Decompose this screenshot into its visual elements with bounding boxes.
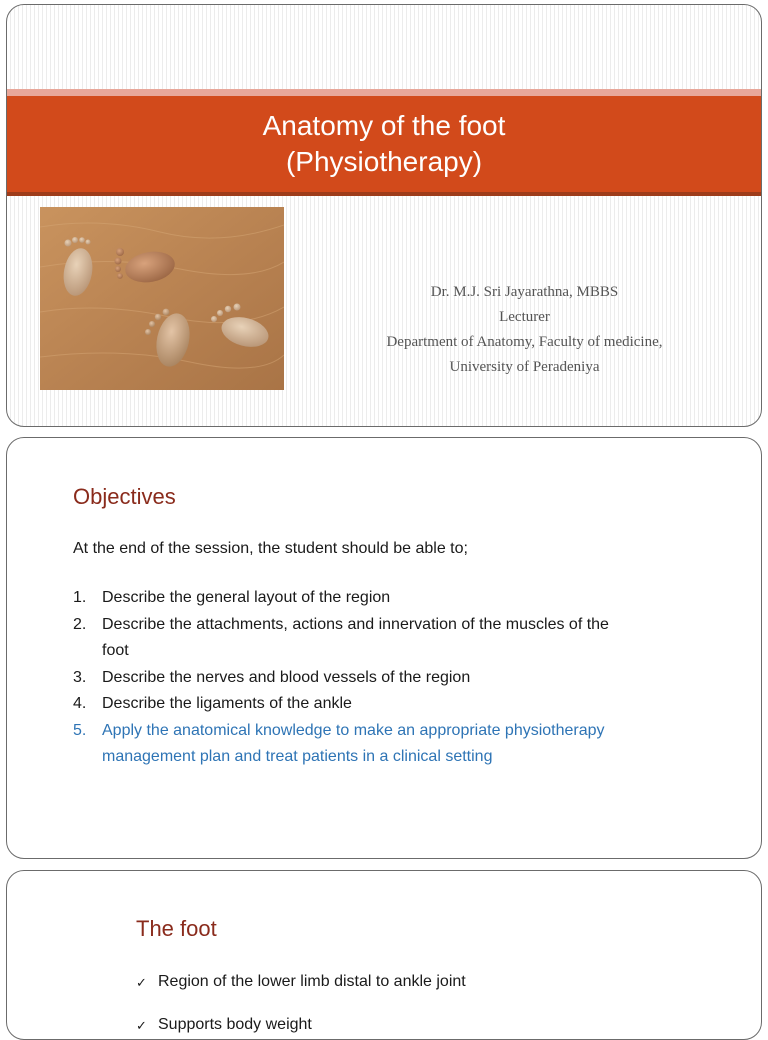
list-item: [73, 638, 693, 665]
title-band-accent: [7, 89, 761, 96]
author-block: [347, 280, 702, 380]
author-position: Lecturer: [499, 309, 550, 325]
list-number: 3.: [73, 668, 87, 686]
list-number: 1.: [73, 589, 87, 606]
list-item: [136, 1016, 312, 1034]
author-name: Dr. M.J. Sri Jayarathna, MBBS: [430, 284, 619, 300]
list-item: [73, 665, 693, 692]
list-item: [73, 612, 693, 639]
title-slide: [6, 4, 762, 427]
list-text: Describe the nerves and blood vessels of the region: [102, 668, 471, 686]
list-number: 2.: [73, 615, 87, 633]
bullet-text: Supports body weight: [158, 1016, 312, 1033]
list-item: [73, 585, 693, 612]
checkmark-icon: ✓: [136, 1018, 147, 1033]
list-number: 5.: [73, 721, 87, 739]
slide-title: Anatomy of the foot: [262, 110, 506, 141]
list-number: 4.: [73, 695, 87, 712]
list-text: Describe the general layout of the region: [102, 589, 391, 606]
list-number: [73, 638, 102, 665]
list-text: Describe the ligaments of the ankle: [102, 695, 352, 712]
list-item: [73, 691, 693, 718]
objectives-heading: Objectives: [73, 484, 176, 509]
objectives-list: [73, 585, 693, 771]
author-university: University of Peradeniya: [449, 359, 600, 375]
foot-heading: The foot: [136, 916, 217, 941]
list-text: Describe the attachments, actions and innervation of the muscles of the: [102, 615, 609, 633]
list-text: management plan and treat patients in a clinical setting: [102, 748, 493, 765]
title-band: [7, 96, 761, 192]
objectives-slide: [6, 437, 762, 859]
slide-subtitle: (Physiotherapy): [285, 146, 483, 177]
title-band-shadow: [7, 192, 761, 196]
bullet-text: Region of the lower limb distal to ankle joint: [158, 973, 466, 990]
footprints-photo: [40, 207, 284, 390]
author-department: Department of Anatomy, Faculty of medicine,: [386, 334, 663, 350]
list-item: [136, 973, 466, 991]
the-foot-slide: [6, 870, 762, 1040]
list-item-highlight: [73, 744, 693, 771]
objectives-intro: At the end of the session, the student should be able to;: [73, 540, 468, 557]
list-text: foot: [102, 642, 129, 659]
list-number: [73, 744, 102, 771]
list-text: Apply the anatomical knowledge to make an appropriate physiotherapy: [102, 721, 605, 739]
list-item-highlight: [73, 718, 693, 745]
checkmark-icon: ✓: [136, 975, 147, 990]
